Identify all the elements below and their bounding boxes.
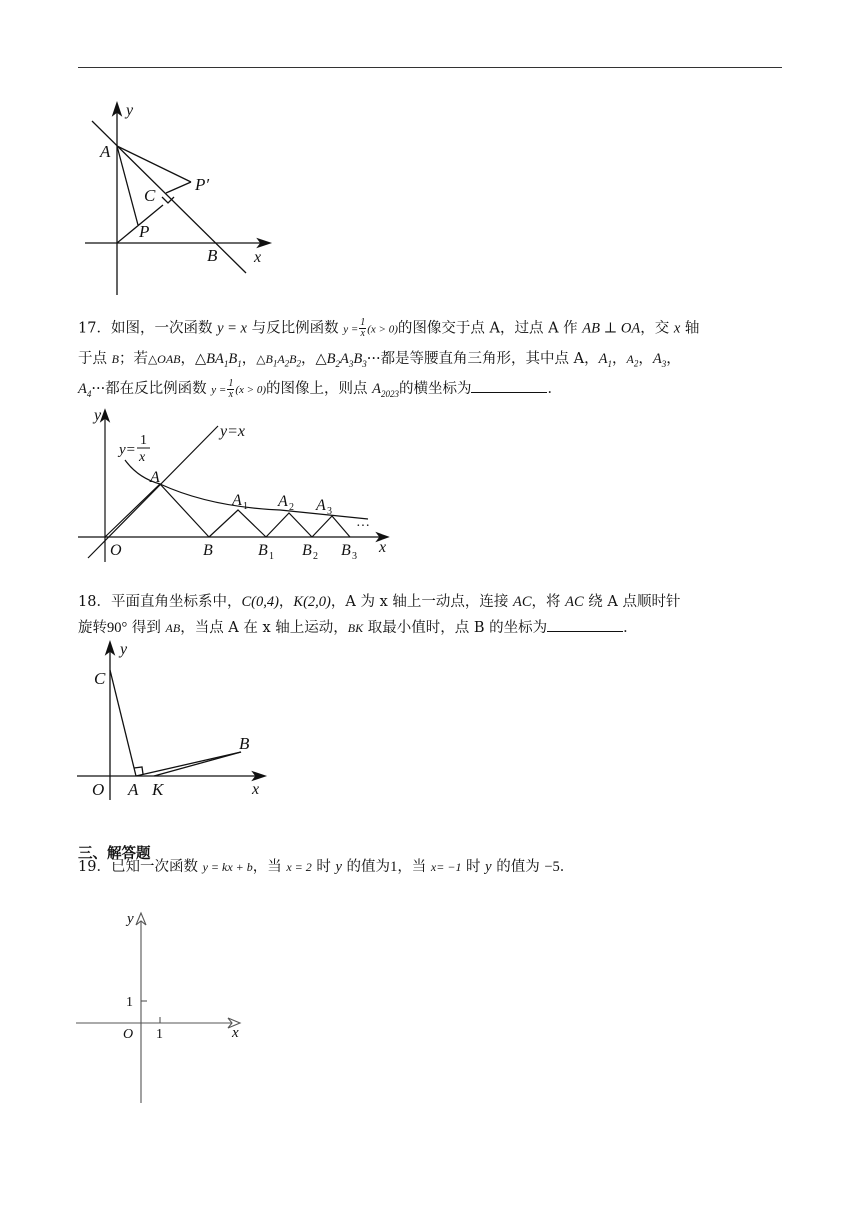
label-b2: B bbox=[302, 542, 312, 559]
label-o: O bbox=[110, 542, 122, 559]
answer-blank-18[interactable] bbox=[547, 617, 623, 632]
label-hyperbola-den: x bbox=[139, 450, 146, 465]
label-a: A bbox=[150, 469, 160, 486]
label-y: y bbox=[126, 102, 134, 119]
header-rule bbox=[78, 67, 782, 68]
figure-16 bbox=[70, 95, 280, 295]
triangle-b2a3b3 bbox=[312, 516, 350, 537]
segment-ap-prime bbox=[117, 146, 191, 182]
label-k: K bbox=[152, 780, 164, 799]
label-b3-sub: 3 bbox=[352, 551, 357, 562]
label-a3: A bbox=[316, 497, 326, 514]
label-o: O bbox=[92, 780, 105, 799]
label-dots: ··· bbox=[356, 519, 370, 534]
label-b: B bbox=[239, 734, 250, 753]
segment-ab bbox=[136, 752, 241, 776]
label-c: C bbox=[94, 669, 106, 688]
line-ab bbox=[92, 121, 246, 273]
q19-line: 19．已知一次函数 y = kx + b，当 x = 2 时 y 的值为1，当 x= −1 时 y 的值为 −5． bbox=[78, 859, 575, 875]
label-x: x bbox=[379, 539, 387, 556]
figure-18 bbox=[75, 638, 275, 802]
segment-ca bbox=[110, 670, 136, 776]
label-b: B bbox=[203, 542, 213, 559]
label-b1: B bbox=[258, 542, 268, 559]
label-x: x bbox=[254, 249, 262, 266]
label-a1-sub: 1 bbox=[243, 501, 248, 512]
label-o: O bbox=[123, 1027, 134, 1042]
q18-line-2: 旋转90° 得到 AB，当点 A 在 x 轴上运动，BK 取最小值时，点 B 的坐标为 ． bbox=[78, 617, 638, 638]
section-heading: 三、解答题 bbox=[78, 846, 151, 862]
q18-line-1: 18．平面直角坐标系中，C(0,4)，K(2,0)，A 为 x 轴上一动点，连接 AC，将 AC 绕 A 点顺时针 bbox=[78, 594, 681, 610]
label-a2: A bbox=[278, 493, 288, 510]
label-x: x bbox=[252, 781, 260, 798]
label-one-x: 1 bbox=[156, 1027, 163, 1042]
label-a: A bbox=[128, 780, 139, 799]
segment-c-p-prime bbox=[166, 182, 191, 193]
label-b1-sub: 1 bbox=[269, 551, 274, 562]
label-a: A bbox=[100, 142, 111, 161]
label-y: y bbox=[120, 641, 128, 658]
segment-kb bbox=[154, 752, 241, 776]
label-a2-sub: 2 bbox=[289, 502, 294, 513]
label-b3: B bbox=[341, 542, 351, 559]
triangle-oab bbox=[105, 484, 209, 537]
q17-line-3: $A_4\cdot\cdot\cdot$都在反比例函数 y = $\frac{1}{x}$ (x > 0)的图像上，则点 $A_{2023}$的横坐标为 ． bbox=[78, 377, 562, 400]
figure-17 bbox=[70, 402, 400, 570]
label-a1: A bbox=[232, 492, 242, 509]
label-b: B bbox=[207, 246, 218, 265]
figure-19 bbox=[70, 905, 250, 1110]
line-y-eq-x bbox=[88, 426, 218, 558]
label-p-prime: P′ bbox=[195, 175, 210, 194]
answer-blank-17[interactable] bbox=[471, 378, 547, 393]
segment-ap bbox=[117, 146, 138, 225]
label-y: y bbox=[94, 407, 102, 424]
q17-line-1: 17．如图，一次函数 y = x 与反比例函数 y = $\frac{1}{x}$ (x > 0)的图像交于点 A，过点 A 作 AB ⊥ OA，交 x 轴 bbox=[78, 317, 700, 339]
label-y: y bbox=[127, 911, 134, 927]
triangle-b1a2b2 bbox=[266, 513, 312, 537]
label-y-eq-x: y=x bbox=[220, 423, 245, 440]
label-a3-sub: 3 bbox=[327, 506, 332, 517]
triangle-ba1b1 bbox=[209, 510, 266, 537]
label-p: P bbox=[139, 222, 150, 241]
label-hyperbola-num: 1 bbox=[140, 433, 147, 448]
label-hyperbola-y: y= bbox=[119, 442, 136, 458]
label-one-y: 1 bbox=[126, 995, 133, 1010]
label-c: C bbox=[144, 186, 156, 205]
label-x: x bbox=[232, 1025, 239, 1041]
label-b2-sub: 2 bbox=[313, 551, 318, 562]
q17-line-2: 于点 B；若△OAB，$\triangle BA_1B_1$，$\triangle B_1A_2B_2$，$\triangle B_2A_3B_3\cdot\cdot\cdot$都是等腰直角三角形，其中点 A，$A_1$，$A_2$，$A_3$， bbox=[78, 351, 681, 369]
